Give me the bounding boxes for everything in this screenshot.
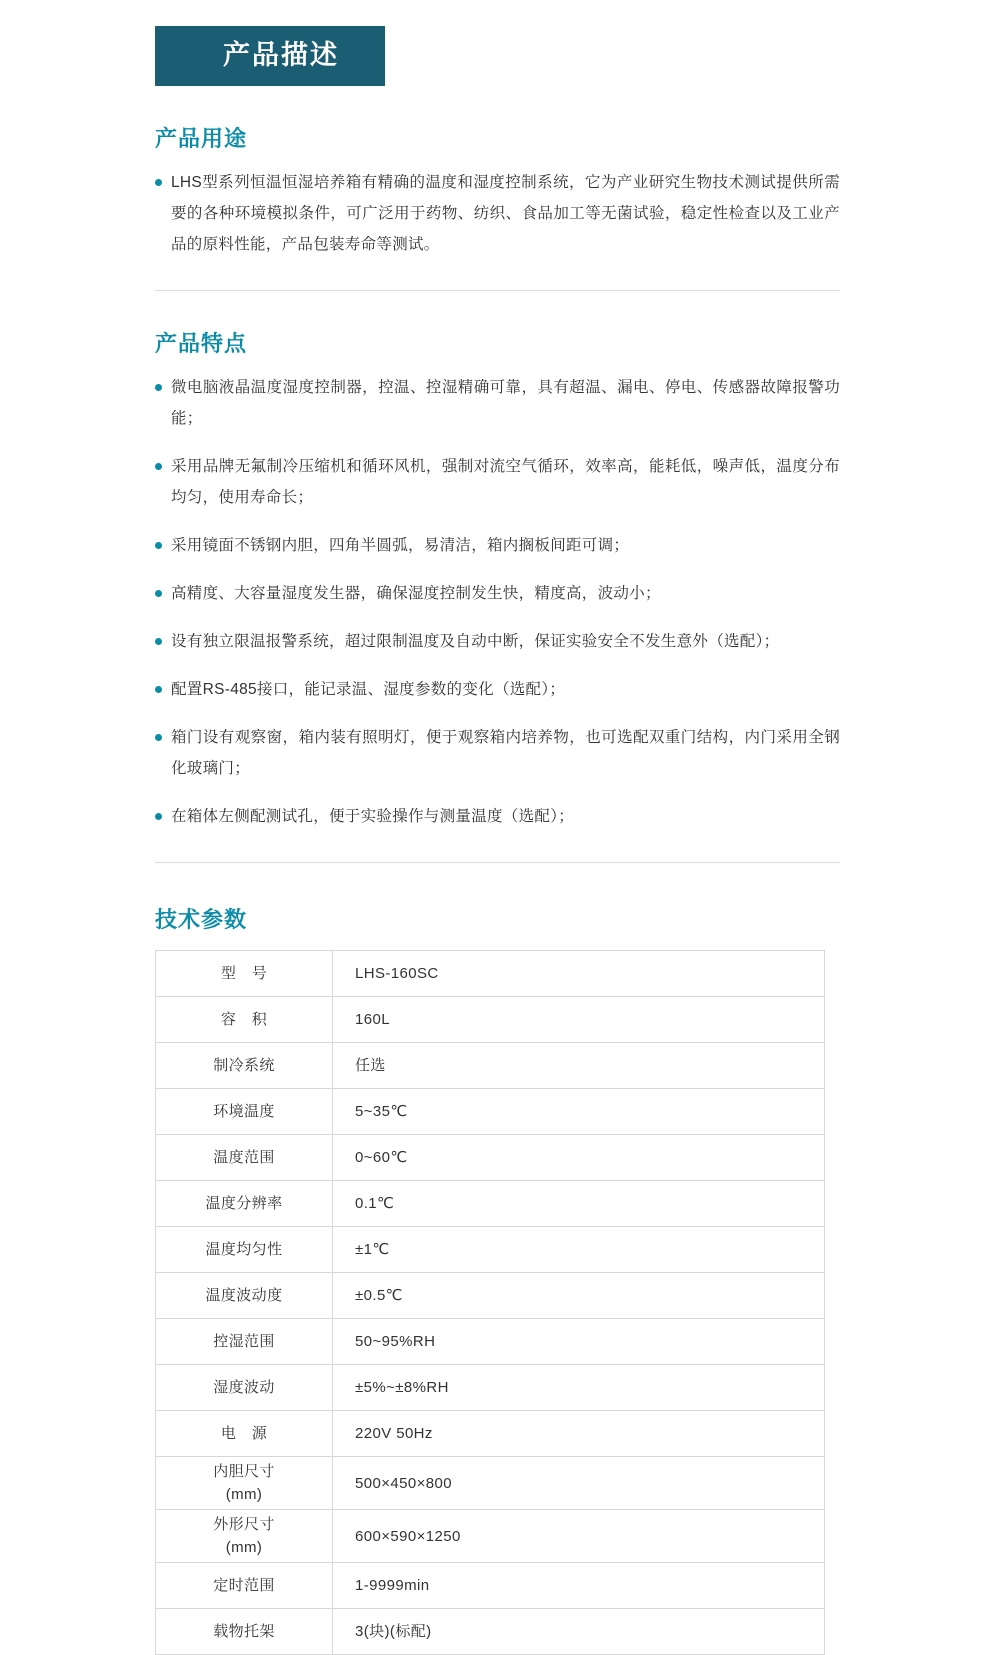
table-row (156, 1135, 825, 1181)
table-row (156, 1089, 825, 1135)
table-row (156, 1609, 825, 1655)
spec-key: 内胆尺寸 (mm) (156, 1457, 333, 1510)
table-row (156, 1563, 825, 1609)
spec-value: 500×450×800 (333, 1457, 825, 1510)
spec-key: 温度范围 (156, 1135, 333, 1181)
table-row (156, 1043, 825, 1089)
list-item: 配置RS-485接口，能记录温、湿度参数的变化（选配）； (155, 674, 840, 705)
features-list (155, 372, 840, 832)
spec-value: 5~35℃ (333, 1089, 825, 1135)
spec-value: LHS-160SC (333, 951, 825, 997)
content-container (0, 122, 1000, 1655)
spec-value: 50~95%RH (333, 1319, 825, 1365)
spec-key: 外形尺寸 (mm) (156, 1510, 333, 1563)
list-item: 采用品牌无氟制冷压缩机和循环风机，强制对流空气循环，效率高，能耗低，噪声低，温度分布均匀，使用寿命长； (155, 451, 840, 513)
divider-usage (155, 290, 840, 291)
list-item: 箱门设有观察窗，箱内装有照明灯，便于观察箱内培养物，也可选配双重门结构，内门采用全钢化玻璃门； (155, 722, 840, 784)
section-title-features: 产品特点 (155, 331, 248, 357)
spec-value: 3(块)(标配) (333, 1609, 825, 1655)
banner-container (0, 0, 1000, 86)
spec-key: 型 号 (156, 951, 333, 997)
section-title-specs: 技术参数 (155, 907, 248, 933)
spec-key: 环境温度 (156, 1089, 333, 1135)
table-row (156, 1273, 825, 1319)
spec-key: 定时范围 (156, 1563, 333, 1609)
spec-value: 220V 50Hz (333, 1411, 825, 1457)
table-row (156, 1411, 825, 1457)
section-title-usage: 产品用途 (155, 126, 248, 152)
spec-key: 温度均匀性 (156, 1227, 333, 1273)
list-item: 采用镜面不锈钢内胆，四角半圆弧，易清洁，箱内搁板间距可调； (155, 530, 840, 561)
table-row (156, 951, 825, 997)
spec-value: 0~60℃ (333, 1135, 825, 1181)
list-item: 微电脑液晶温度湿度控制器，控温、控湿精确可靠，具有超温、漏电、停电、传感器故障报警功能； (155, 372, 840, 434)
table-row (156, 1365, 825, 1411)
table-row (156, 1510, 825, 1563)
table-row (156, 997, 825, 1043)
spec-key: 温度分辨率 (156, 1181, 333, 1227)
list-item: 在箱体左侧配测试孔，便于实验操作与测量温度（选配）； (155, 801, 840, 832)
table-row (156, 1319, 825, 1365)
spec-value: ±1℃ (333, 1227, 825, 1273)
list-item: 高精度、大容量湿度发生器，确保湿度控制发生快，精度高，波动小； (155, 578, 840, 609)
spec-key: 制冷系统 (156, 1043, 333, 1089)
spec-key: 湿度波动 (156, 1365, 333, 1411)
spec-key: 容 积 (156, 997, 333, 1043)
table-row (156, 1181, 825, 1227)
table-row (156, 1457, 825, 1510)
spec-value: 160L (333, 997, 825, 1043)
table-row (156, 1227, 825, 1273)
spec-key: 温度波动度 (156, 1273, 333, 1319)
spec-value: 0.1℃ (333, 1181, 825, 1227)
usage-paragraph: LHS型系列恒温恒湿培养箱有精确的温度和湿度控制系统，它为产业研究生物技术测试提供所需要的各种环境模拟条件，可广泛用于药物、纺织、食品加工等无菌试验，稳定性检查以及工业产品的原料性能，产品包装寿命等测试。 (155, 167, 840, 260)
spec-value: ±0.5℃ (333, 1273, 825, 1319)
spec-value: 600×590×1250 (333, 1510, 825, 1563)
divider-features (155, 862, 840, 863)
spec-key: 电 源 (156, 1411, 333, 1457)
spec-value: 1-9999min (333, 1563, 825, 1609)
spec-value: 任选 (333, 1043, 825, 1089)
spec-value: ±5%~±8%RH (333, 1365, 825, 1411)
spec-key: 载物托架 (156, 1609, 333, 1655)
list-item: 设有独立限温报警系统，超过限制温度及自动中断，保证实验安全不发生意外（选配）； (155, 626, 840, 657)
spec-key: 控湿范围 (156, 1319, 333, 1365)
specifications-table (155, 950, 825, 1655)
page-title: 产品描述 (155, 26, 385, 86)
